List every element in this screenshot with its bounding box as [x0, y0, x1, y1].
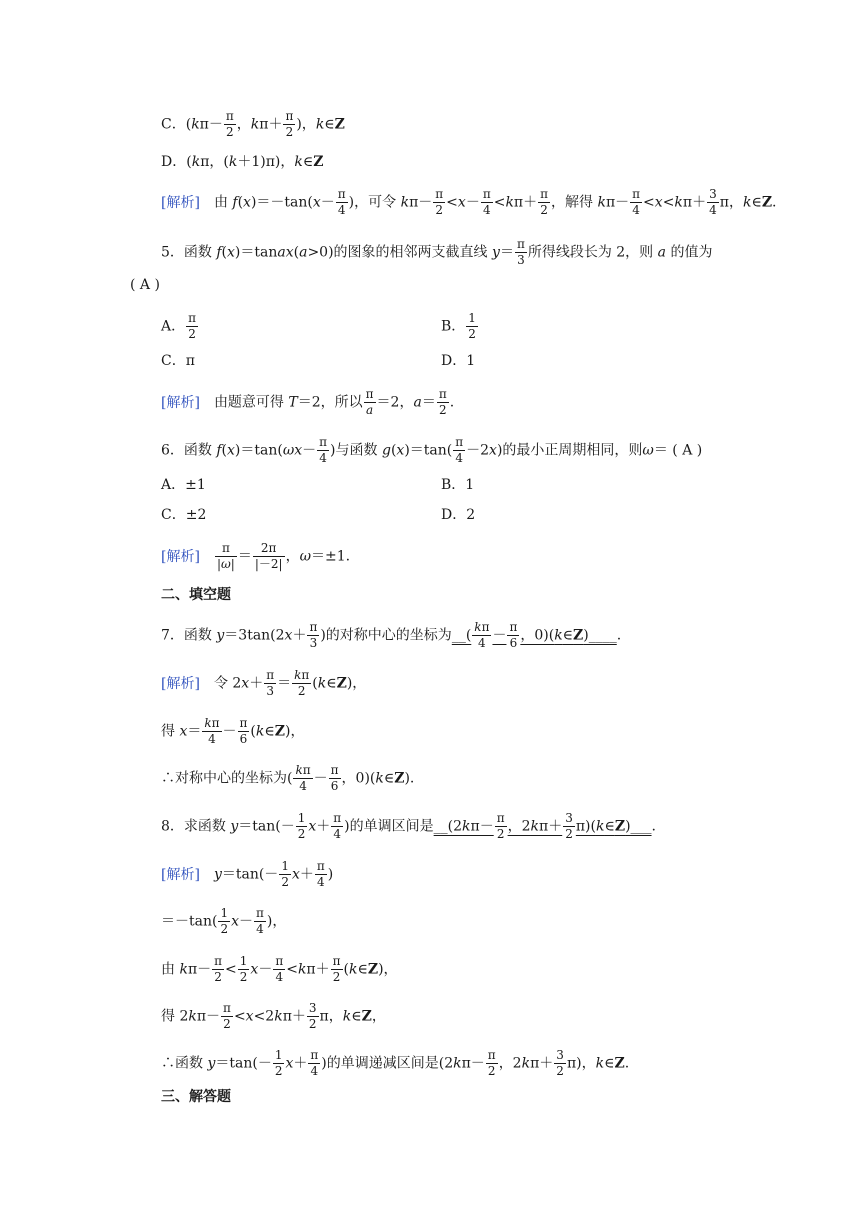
- q5-option-b: B． $\frac{1}{2}$: [441, 311, 476, 341]
- q7-analysis-2: 得 x＝ $\frac{k\pi}{4}$ － $\frac{\pi}{6}$ (k∈Z)，: [161, 716, 305, 746]
- analysis-tag: [解析]: [161, 394, 200, 411]
- section-fill-in: 二、填空题: [161, 587, 231, 603]
- q6-stem: 6．函数 f(x)＝tan(ωx－ $\frac{\pi}{4}$ )与函数 g(x)＝tan( $\frac{\pi}{4}$ －2x)的最小正周期相同，则ω＝ ( A ): [161, 435, 703, 465]
- section-solve: 三、解答题: [161, 1089, 231, 1105]
- q6-option-b: B．1: [441, 477, 475, 493]
- q4-option-c: C．(kπ－ $\frac{\pi}{2}$ ，kπ＋ $\frac{\pi}{2}$ )，k∈Z: [161, 109, 345, 139]
- q6-option-c: C．±2: [161, 507, 207, 523]
- q4-option-d: D．(kπ，(k＋1)π)，k∈Z: [161, 154, 324, 170]
- analysis-tag: [解析]: [161, 548, 200, 565]
- q4-analysis: [解析] 由 f(x)＝－tan(x－ $\frac{\pi}{4}$ )，可令 kπ－ $\frac{\pi}{2}$ <x－ $\frac{\pi}{4}$ <kπ＋ $\frac{\pi}{2}$ ，解得 kπ－ $\frac{\pi}{4}$ <x<kπ＋ $\frac{3}{4}$ π，k∈Z.: [161, 187, 777, 217]
- q5-option-c: C．π: [161, 353, 195, 369]
- analysis-tag: [解析]: [161, 194, 200, 211]
- q8-analysis-2: ＝－tan( $\frac{1}{2}$ x－ $\frac{\pi}{4}$ )，: [161, 906, 287, 936]
- q5-analysis: [解析] 由题意可得 T＝2，所以 $\frac{\pi}{a}$ ＝2，a＝ $\frac{\pi}{2}$ .: [161, 387, 455, 417]
- q7-analysis-3: ∴对称中心的坐标为( $\frac{k\pi}{4}$ － $\frac{\pi}{6}$ ，0)(k∈Z).: [161, 763, 415, 793]
- analysis-tag: [解析]: [161, 866, 200, 883]
- q8-analysis-3: 由 kπ－ $\frac{\pi}{2}$ < $\frac{1}{2}$ x－ $\frac{\pi}{4}$ <kπ＋ $\frac{\pi}{2}$ (k∈Z)，: [161, 954, 398, 984]
- q6-analysis: [解析] $\frac{\pi}{|\omega|}$ ＝ $\frac{2\pi}{|-2|}$ ，ω＝±1.: [161, 541, 351, 571]
- q8-analysis-5: ∴函数 y＝tan(－ $\frac{1}{2}$ x＋ $\frac{\pi}{4}$ )的单调递减区间是(2kπ－ $\frac{\pi}{2}$ ，2kπ＋ $\frac{3}{2}$ π)，k∈Z.: [161, 1048, 630, 1078]
- q7-stem: 7．函数 y＝3tan(2x＋ $\frac{\pi}{3}$ )的对称中心的坐标为__( $\frac{k\pi}{4}$ － $\frac{\pi}{6}$ ，0)(k∈Z)____.: [161, 620, 622, 650]
- q8-analysis-1: [解析] y＝tan(－ $\frac{1}{2}$ x＋ $\frac{\pi}{4}$ ): [161, 859, 334, 889]
- q5-stem: 5．函数 f(x)＝tanax(a>0)的图象的相邻两支截直线 y＝ $\frac{\pi}{3}$ 所得线段长为 2，则 a 的值为: [161, 237, 713, 267]
- q5-answer: ( A ): [130, 277, 160, 293]
- q6-option-a: A．±1: [161, 477, 206, 493]
- q8-stem: 8．求函数 y＝tan(－ $\frac{1}{2}$ x＋ $\frac{\pi}{4}$ )的单调区间是__(2kπ－ $\frac{\pi}{2}$ ，2kπ＋ $\frac{3}{2}$ π)(k∈Z)___.: [161, 811, 656, 841]
- q8-analysis-4: 得 2kπ－ $\frac{\pi}{2}$ <x<2kπ＋ $\frac{3}{2}$ π，k∈Z，: [161, 1001, 386, 1031]
- q6-option-d: D．2: [441, 507, 476, 523]
- analysis-tag: [解析]: [161, 675, 200, 692]
- q7-analysis-1: [解析] 令 2x＋ $\frac{\pi}{3}$ ＝ $\frac{k\pi}{2}$ (k∈Z)，: [161, 668, 367, 698]
- q5-option-d: D．1: [441, 353, 476, 369]
- q5-option-a: A． $\frac{\pi}{2}$: [161, 311, 197, 341]
